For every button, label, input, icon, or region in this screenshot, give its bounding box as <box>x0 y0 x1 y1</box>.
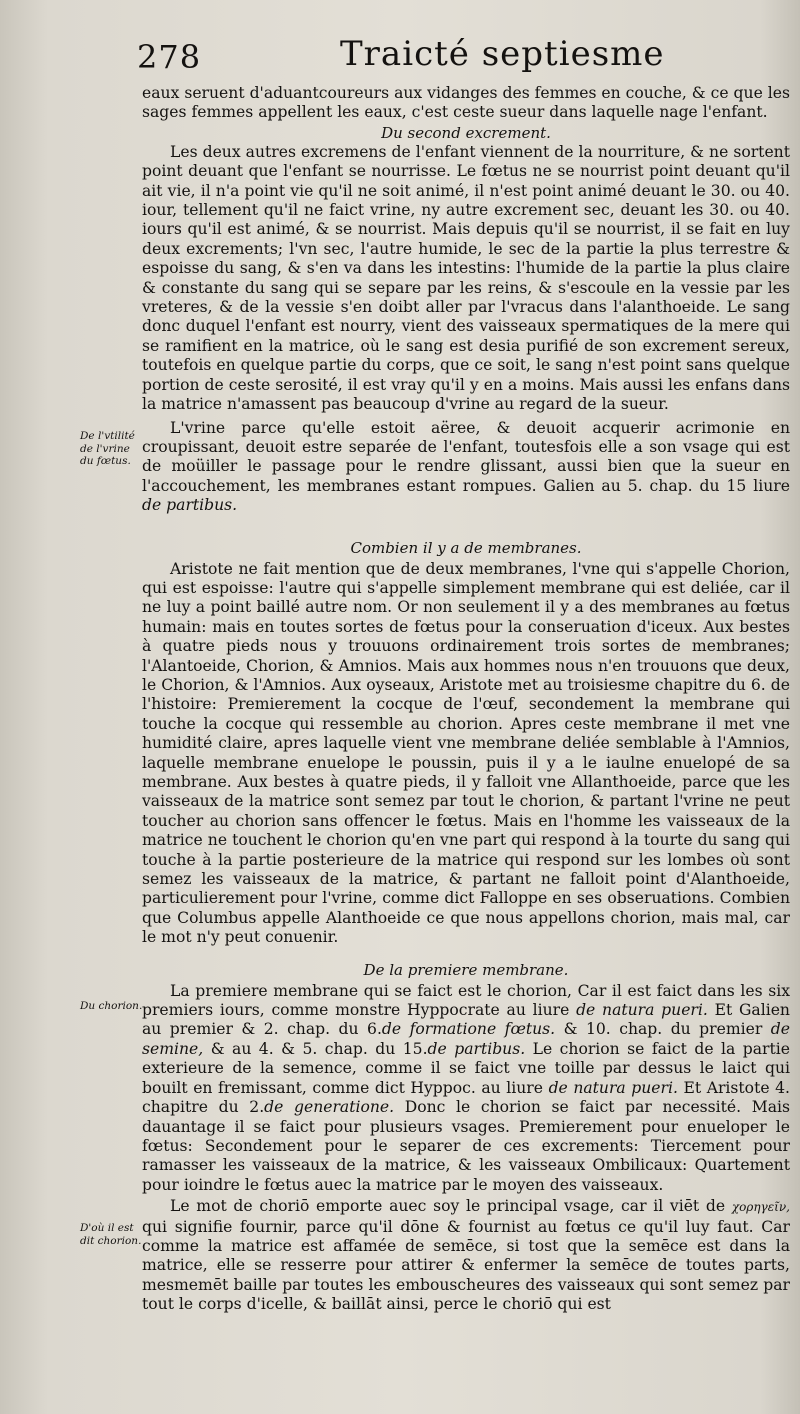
book-title-italic: de semine, <box>142 1020 790 1058</box>
running-title: Traicté septiesme <box>340 34 665 74</box>
text-run: La premiere membrane qui se faict est le chorion, Car il est faict dans les six premiers iours, comme monstre Hyppocrate au liure <box>142 981 790 1020</box>
body-text <box>142 84 790 1315</box>
text-run: Le chorion se faict de la partie exterieure de la semence, comme il se faict vne toille par dessus le laict qui bouilt en fremissant, comme dict Hyppoc. au liure <box>142 1039 790 1097</box>
margin-note-etymology: D'où il est dit chorion. <box>80 1222 142 1247</box>
page-number: 278 <box>137 38 202 76</box>
section-heading-second-excrement: Du second excrement. <box>381 123 551 142</box>
paragraph-continuation: eaux seruent d'aduantcoureurs aux vidanges des femmes en couche, & ce que les sages femmes appellent les eaux, c'est ceste sueur dans laquelle nage l'enfant. <box>142 84 790 122</box>
paragraph-etymology <box>142 1197 790 1314</box>
book-title-italic: de generatione. <box>264 1098 395 1117</box>
book-title-italic: de partibus. <box>427 1039 526 1058</box>
book-title-italic: de partibus. <box>142 496 238 515</box>
paragraph-excrements: Les deux autres excremens de l'enfant viennent de la nourriture, & ne sortent point deuant que l'enfant se nourrisse. Le fœtus ne se nourrist point deuant qu'il ait vie, il n'a point vie qu'il ne soit animé, il n'est point animé deuant le 30. ou 40. iour, tellement qu'il ne faict vrine, ny autre excrement sec, deuant les 30. ou 40. iours qu'il est animé, & se nourrist. Mais depuis qu'il se nourrist, il se fait en luy deux excrements; l'vn sec, l'autre humide, le sec de la partie la plus terrestre & espoisse du sang, & s'en va dans les intestins: l'humide de la partie la plus claire & constante du sang qui se separe par les reins, & s'escoule en la vessie par les vreteres, & de la vessie s'en doibt aller par l'vracus dans l'alanthoeide. Le sang donc duquel l'enfant est nourry, vient des vaisseaux spermatiques de la mere qui se ramifient en la matrice, où le sang est desia purifié de son excrement sereux, toutefois en quelque partie du corps, que ce soit, le sang n'est point sans quelque portion de ceste serosité, il est vray qu'il y en a moins. Mais aussi les enfans dans la matrice n'amassent pas beaucoup d'vrine au regard de la sueur. <box>142 142 790 414</box>
text-run: Et Galien au premier & 2. chap. du 6. <box>142 1001 790 1039</box>
paragraph-urine-text: L'vrine parce qu'elle estoit aëree, & deuoit acquerir acrimonie en croupissant, deuoit estre separée de l'enfant, toutesfois elle a son vsage qui est de moüiller le passage pour le rendre glissant, aussi bien que la sueur en l'accouchement, les membranes estant rompues. Galien au 5. chap. du 15 liure <box>142 418 790 495</box>
text-run: & 10. chap. du premier <box>563 1020 763 1039</box>
text-run: Donc le chorion se faict par necessité. Mais dauantage il se faict pour plusieurs vsages. Premierement pour enueloper le fœtus: Secondement pour le separer de ces excrements: Tiercement pour ramasser les vaisseaux de la matrice, & les vaisseaux Ombilicaux: Quartement pour ioindre le fœtus auec la matrice par le moyen des vaisseaux. <box>142 1098 791 1194</box>
section-heading-first-membrane: De la premiere membrane. <box>363 960 569 979</box>
page-header <box>0 34 800 84</box>
margin-note-urine: De l'vtilité de l'vrine du fœtus. <box>80 430 135 467</box>
book-title-italic: de natura pueri. <box>548 1078 678 1097</box>
text-run: Le mot de choriō emporte auec soy le principal vsage, car il viēt de <box>170 1197 726 1216</box>
text-run: qui signifie fournir, parce qu'il dōne & fournist au fœtus ce qu'il luy faut. Car comme la matrice est affamée de semēce, si tost que la semēce est dans la matrice, elle se resserre pour attirer & enfermer la semēce de toutes parts, mesmemēt baille par toutes les embouscheures des vaisseaux qui sont semez par tout le corps d'icelle, & baillāt ainsi, perce le choriō qui est <box>142 1217 790 1314</box>
text-run: & au 4. & 5. chap. du 15. <box>210 1039 428 1058</box>
section-heading-membranes: Combien il y a de membranes. <box>350 538 582 557</box>
book-title-italic: de natura pueri. <box>576 1001 708 1020</box>
text-run: Et Aristote 4. chapitre du 2. <box>142 1078 790 1117</box>
paragraph-urine-use <box>142 419 790 516</box>
book-title-italic: de formatione fœtus. <box>381 1020 556 1039</box>
paragraph-membranes: Aristote ne fait mention que de deux membranes, l'vne qui s'appelle Chorion, qui est espoisse: l'autre qui s'appelle simplement membrane qui est deliée, car il ne luy a point baillé autre nom. Or non seulement il y a des membranes au fœtus humain: mais en toutes sortes de fœtus pour la conseruation d'iceux. Aux bestes à quatre pieds nous y trouuons ordinairement trois sortes de membranes; l'Alantoeide, Chorion, & Amnios. Mais aux hommes nous n'en trouuons que deux, le Chorion, & l'Amnios. Aux oyseaux, Aristote met au troisiesme chapitre du 6. de l'histoire: Premierement la cocque de l'œuf, secondement la membrane qui touche la cocque qui ressemble au chorion. Apres ceste membrane il met vne humidité claire, apres laquelle vient vne membrane deliée semblable à l'Amnios, laquelle membrane enuelope le poussin, puis il y a le iaulne enuelopé de sa membrane. Aux bestes à quatre pieds, il y falloit vne Allanthoeide, parce que les vaisseaux de la matrice sont semez par tout le chorion, & partant l'vrine ne peut toucher au chorion sans offencer le fœtus. Mais en l'homme les vaisseaux de la matrice ne touchent le chorion qu'en vne part qui respond à la tourte du sang qui touche à la partie posterieure de la matrice qui respond sur les lombes où sont semez les vaisseaux de la matrice, & partant ne falloit point d'Alanthoeide, particulierement pour l'vrine, comme dict Falloppe en ses obseruations. Combien que Columbus appelle Alanthoeide ce que nous appellons chorion, mais mal, car le mot n'y peut conuenir. <box>142 559 790 947</box>
greek-word: χορηγεῖν, <box>731 1200 790 1215</box>
margin-note-chorion: Du chorion. <box>80 1000 143 1012</box>
paragraph-chorion <box>142 982 790 1195</box>
